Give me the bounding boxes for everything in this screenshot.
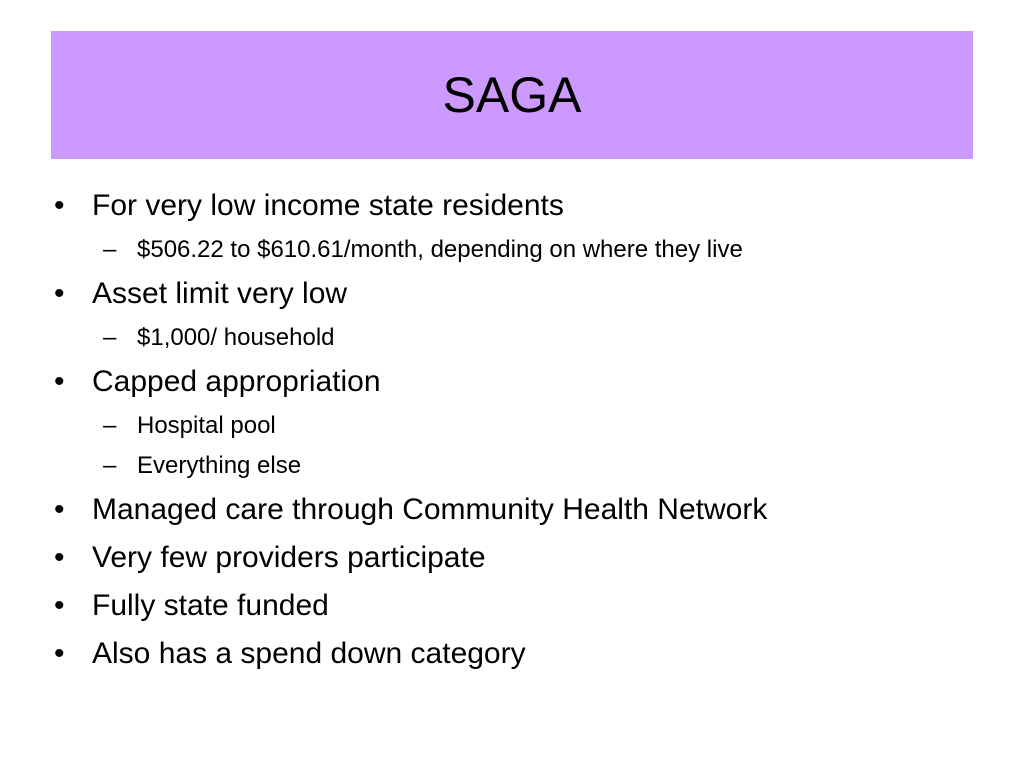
bullet-marker: •	[54, 189, 65, 222]
sub-bullet-text: Hospital pool	[137, 412, 276, 439]
slide-title: SAGA	[442, 67, 582, 123]
bullet-text: Capped appropriation	[92, 365, 381, 398]
bullet-item	[54, 184, 994, 228]
bullet-text: Very few providers participate	[92, 541, 486, 574]
bullet-marker: •	[54, 589, 65, 622]
sub-bullet-marker: –	[103, 236, 117, 263]
bullet-marker: •	[54, 541, 65, 574]
bullet-text: Also has a spend down category	[92, 637, 526, 670]
bullet-marker: •	[54, 493, 65, 526]
sub-bullet-item	[54, 320, 994, 356]
sub-bullet-marker: –	[103, 324, 117, 351]
bullet-text: Asset limit very low	[92, 277, 348, 310]
title-band	[51, 31, 973, 159]
sub-bullet-text: $1,000/ household	[137, 324, 335, 351]
bullet-marker: •	[54, 277, 65, 310]
sub-bullet-item	[54, 232, 994, 268]
bullet-text: For very low income state residents	[92, 189, 564, 222]
bullet-item	[54, 536, 994, 580]
bullet-marker: •	[54, 637, 65, 670]
bullet-item	[54, 272, 994, 316]
sub-bullet-marker: –	[103, 452, 117, 479]
bullet-marker: •	[54, 365, 65, 398]
sub-bullet-item	[54, 408, 994, 444]
bullet-item	[54, 488, 994, 532]
bullet-text: Managed care through Community Health Network	[92, 493, 768, 526]
bullet-item	[54, 632, 994, 676]
sub-bullet-text: Everything else	[137, 452, 302, 479]
bullet-text: Fully state funded	[92, 589, 329, 622]
bullet-item	[54, 360, 994, 404]
sub-bullet-item	[54, 448, 994, 484]
sub-bullet-text: $506.22 to $610.61/month, depending on where they live	[137, 236, 743, 263]
sub-bullet-marker: –	[103, 412, 117, 439]
bullet-item	[54, 584, 994, 628]
bullet-list	[54, 184, 994, 680]
